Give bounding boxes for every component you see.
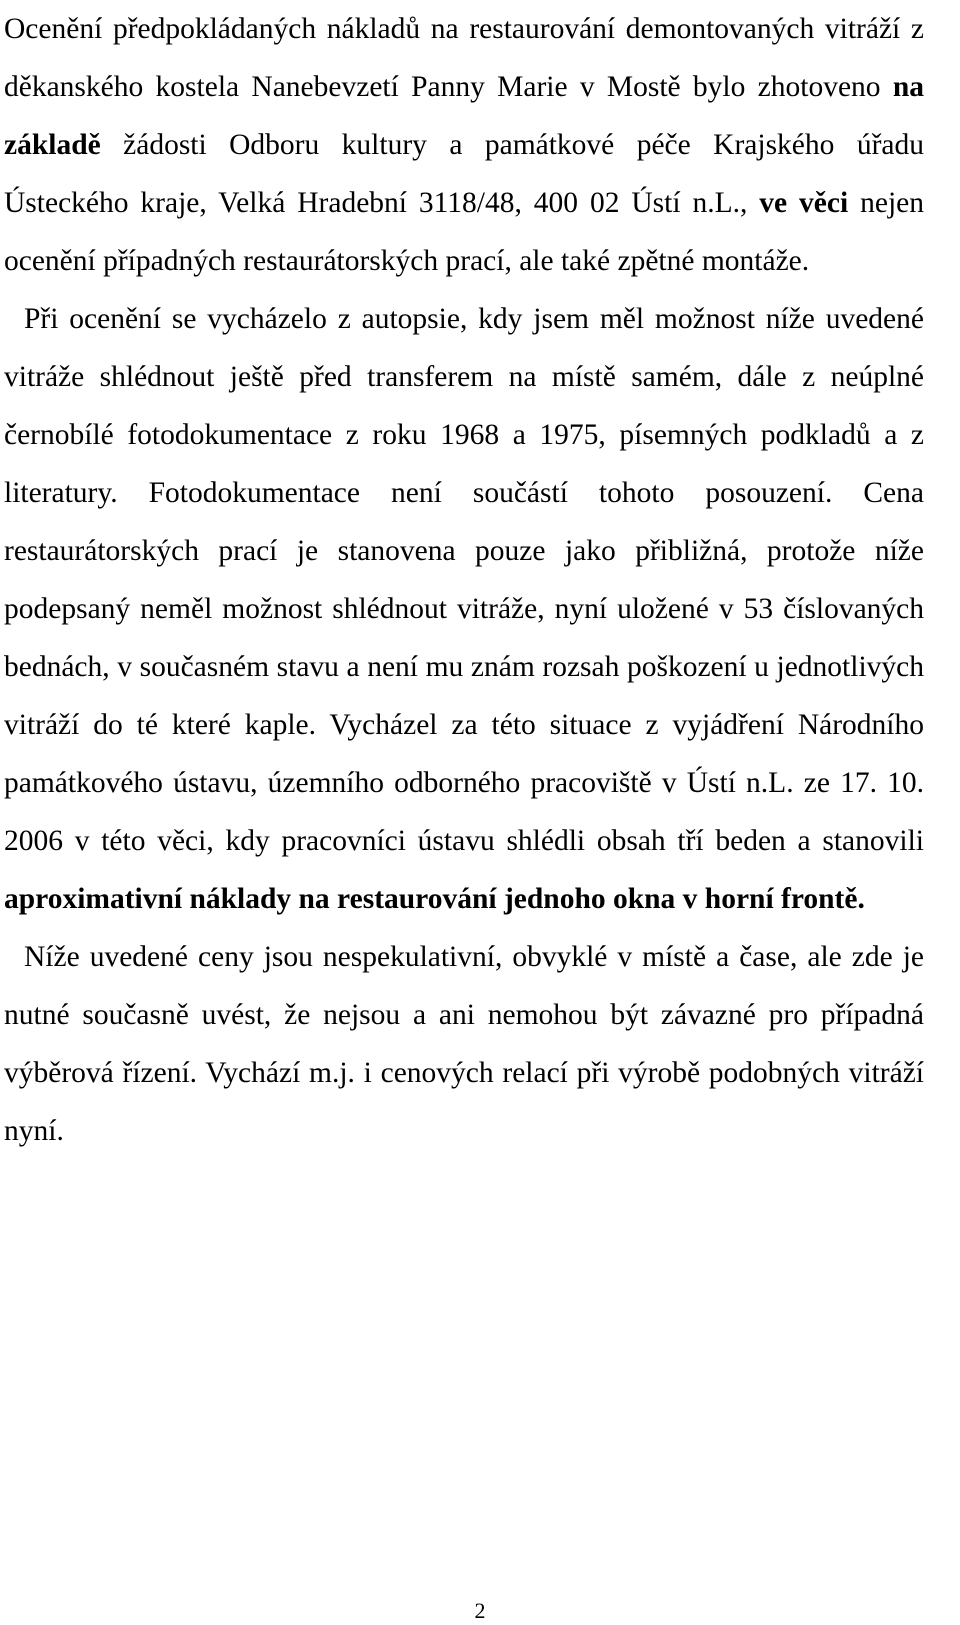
paragraph1-text-3: nejen ocenění případných restaurátorských prací, ale také zpětné montáže. xyxy=(4,187,924,277)
paragraph2-bold-1: aproximativní náklady na restaurování jednoho okna v horní frontě. xyxy=(4,883,865,915)
paragraph1-bold-1: na základě xyxy=(4,71,924,161)
paragraph-valuation-intro xyxy=(4,0,924,290)
paragraph1-text-2: žádosti Odboru kultury a památkové péče Krajského úřadu Ústeckého kraje, Velká Hradební 3118/48, 400 02 Ústí n.L., xyxy=(4,129,924,219)
paragraph-valuation-basis xyxy=(4,290,924,928)
paragraph1-bold-2: ve věci xyxy=(759,187,849,219)
paragraph2-text-1: Při ocenění se vycházelo z autopsie, kdy jsem měl možnost níže uvedené vitráže shlédnout ještě před transferem na místě samém, dále z neúplné černobílé fotodokumentace z roku 1968 a 1975, písemných podkladů a z literatury. Fotodokumentace není součástí tohoto posouzení. Cena restaurátorských prací je stanovena pouze jako přibližná, protože níže podepsaný neměl možnost shlédnout vitráže, nyní uložené v 53 číslovaných bednách, v současném stavu a není mu znám rozsah poškození u jednotlivých vitráží do té které kaple. Vycházel za této situace z vyjádření Národního památkového ústavu, územního odborného pracoviště v Ústí n.L. ze 17. 10. 2006 v této věci, kdy pracovníci ústavu shlédli obsah tří beden a stanovili xyxy=(4,303,924,857)
page-number: 2 xyxy=(474,1598,486,1623)
paragraph1-text-1: Ocenění předpokládaných nákladů na restaurování demontovaných vitráží z děkanského kostela Nanebevzetí Panny Marie v Mostě bylo zhotoveno xyxy=(4,13,924,103)
paragraph-prices-note xyxy=(4,928,924,1160)
document-page xyxy=(4,0,924,1160)
paragraph3-text-1: Níže uvedené ceny jsou nespekulativní, obvyklé v místě a čase, ale zde je nutné současně uvést, že nejsou a ani nemohou být závazné pro případná výběrová řízení. Vychází m.j. i cenových relací při výrobě podobných vitráží nyní. xyxy=(4,941,924,1147)
